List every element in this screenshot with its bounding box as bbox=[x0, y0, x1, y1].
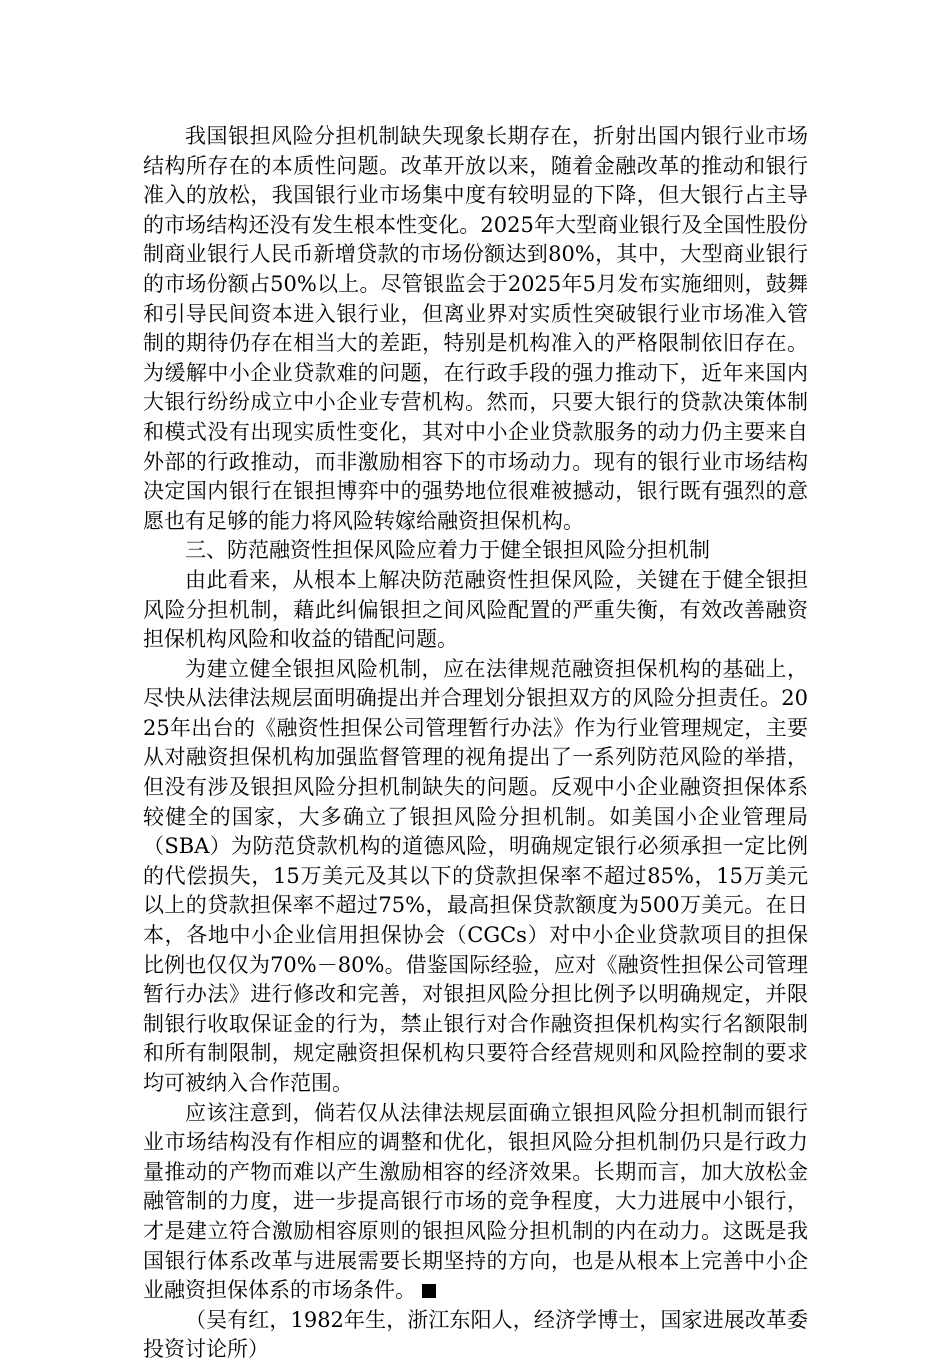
paragraph-closing bbox=[143, 1099, 808, 1306]
section-heading: 三、防范融资性担保风险应着力于健全银担风险分担机制 bbox=[185, 538, 710, 563]
paragraph-legal-mechanism: 为建立健全银担风险机制，应在法律规范融资担保机构的基础上，尽快从法律法规层面明确提出并合理划分银担双方的风险分担责任。2025年出台的《融资性担保公司管理暂行办法》作为行业管理规定，主要从对融资担保机构加强监督管理的视角提出了一系列防范风险的举措，但没有涉及银担风险分担机制缺失的问题。反观中小企业融资担保体系较健全的国家，大多确立了银担风险分担机制。如美国小企业管理局（SBA）为防范贷款机构的道德风险，明确规定银行必须承担一定比例的代偿损失，15万美元及其以下的贷款担保率不超过85%，15万美元以上的贷款担保率不超过75%，最高担保贷款额度为500万美元。在日本，各地中小企业信用担保协会（CGCs）对中小企业贷款项目的担保比例也仅仅为70%－80%。借鉴国际经验，应对《融资性担保公司管理暂行办法》进行修改和完善，对银担风险分担比例予以明确规定，并限制银行收取保证金的行为，禁止银行对合作融资担保机构实行名额限制和所有制限制，规定融资担保机构只要符合经营规则和风险控制的要求均可被纳入合作范围。 bbox=[143, 656, 808, 1095]
paragraph-closing-text: 应该注意到，倘若仅从法律法规层面确立银担风险分担机制而银行业市场结构没有作相应的调整和优化，银担风险分担机制仍只是行政力量推动的产物而难以产生激励相容的经济效果。长期而言，加大放松金融管制的力度，进一步提高银行市场的竞争程度，大力进展中小银行，才是建立符合激励相容原则的银担风险分担机制的内在动力。这既是我国银行体系改革与进展需要长期坚持的方向，也是从根本上完善中小企业融资担保体系的市场条件。 bbox=[143, 1100, 808, 1303]
paragraph-conclusion-intro: 由此看来，从根本上解决防范融资性担保风险，关键在于健全银担风险分担机制，藉此纠偏银担之间风险配置的严重失衡，有效改善融资担保机构风险和收益的错配问题。 bbox=[143, 567, 808, 652]
author-note: （吴有红，1982年生，浙江东阳人，经济学博士，国家进展改革委投资讨论所） bbox=[143, 1307, 808, 1362]
end-of-article-mark bbox=[422, 1284, 436, 1298]
document-body bbox=[143, 122, 808, 1365]
paragraph-market-structure: 我国银担风险分担机制缺失现象长期存在，折射出国内银行业市场结构所存在的本质性问题。改革开放以来，随着金融改革的推动和银行准入的放松，我国银行业市场集中度有较明显的下降，但大银行占主导的市场结构还没有发生根本性变化。2025年大型商业银行及全国性股份制商业银行人民币新增贷款的市场份额达到80%，其中，大型商业银行的市场份额占50%以上。尽管银监会于2025年5月发布实施细则，鼓舞和引导民间资本进入银行业，但离业界对实质性突破银行业市场准入管制的期待仍存在相当大的差距，特别是机构准入的严格限制依旧存在。为缓解中小企业贷款难的问题，在行政手段的强力推动下，近年来国内大银行纷纷成立中小企业专营机构。然而，只要大银行的贷款决策体制和模式没有出现实质性变化，其对中小企业贷款服务的动力仍主要来自外部的行政推动，而非激励相容下的市场动力。现有的银行业市场结构决定国内银行在银担博弈中的强势地位很难被撼动，银行既有强烈的意愿也有足够的能力将风险转嫁给融资担保机构。 bbox=[143, 124, 808, 533]
